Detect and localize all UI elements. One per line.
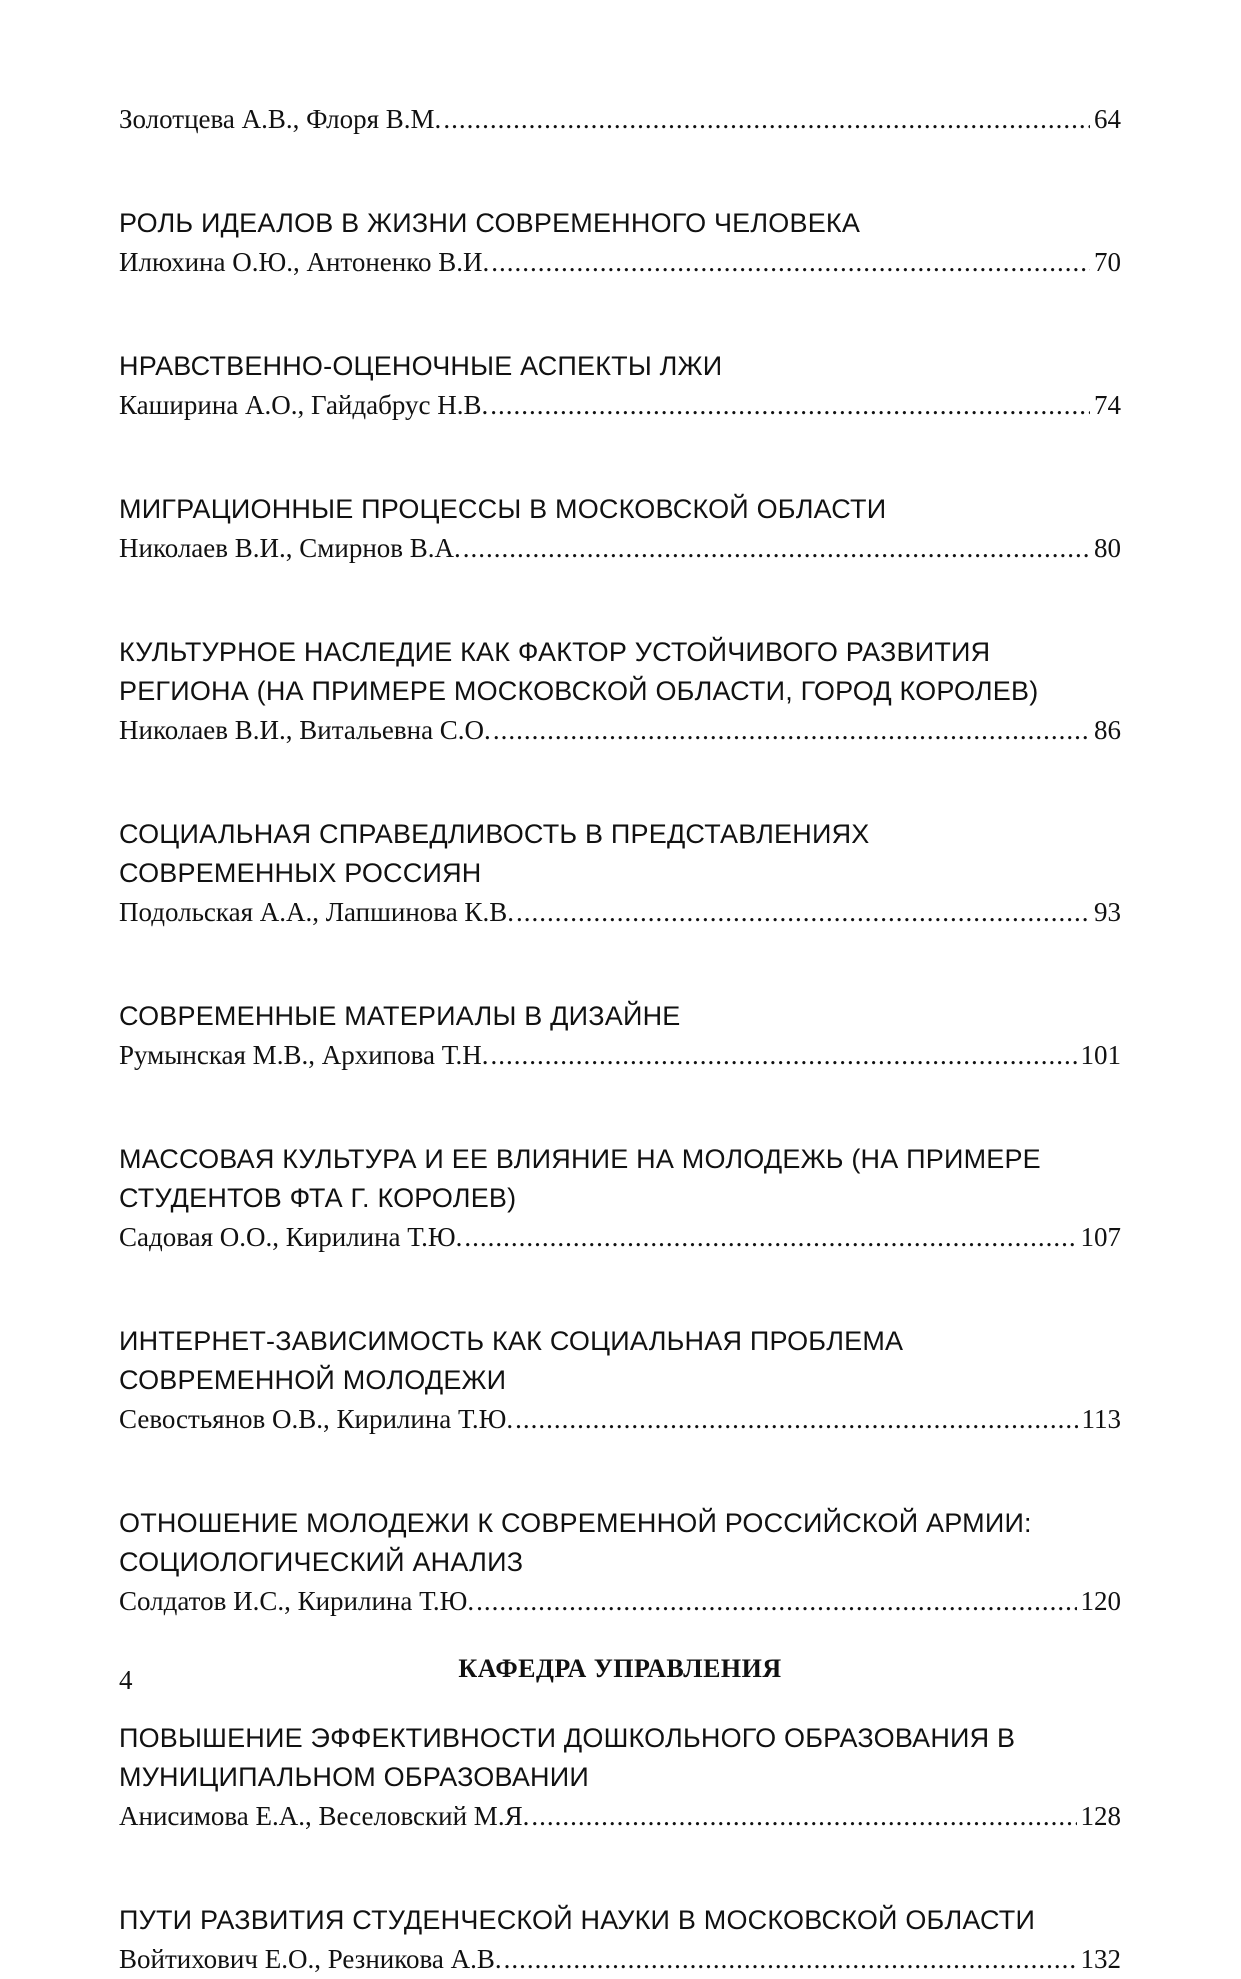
toc-title: МИГРАЦИОННЫЕ ПРОЦЕССЫ В МОСКОВСКОЙ ОБЛАСТИ (119, 494, 887, 524)
toc-authors-line (119, 243, 1121, 282)
toc-title: РЕГИОНА (НА ПРИМЕРЕ МОСКОВСКОЙ ОБЛАСТИ, ГОРОД КОРОЛЕВ) (119, 676, 1039, 706)
page-number: 4 (119, 1665, 133, 1695)
toc-entry (119, 490, 1121, 568)
toc-authors-line (119, 1797, 1121, 1836)
toc-authors: Николаев В.И., Смирнов В.А. (119, 533, 461, 563)
toc-page-number: 132 (1080, 1944, 1121, 1974)
toc-authors: Золотцева А.В., Флоря В.М. (119, 104, 442, 134)
toc-authors: Илюхина О.Ю., Антоненко В.И. (119, 247, 490, 277)
toc-page-number: 113 (1081, 1404, 1121, 1434)
dot-leader (515, 1400, 1077, 1439)
toc-title: РОЛЬ ИДЕАЛОВ В ЖИЗНИ СОВРЕМЕННОГО ЧЕЛОВЕКА (119, 208, 861, 238)
dot-leader (504, 1940, 1077, 1979)
toc-page-number: 93 (1094, 897, 1121, 927)
toc-entry (119, 1504, 1121, 1621)
dot-leader (490, 386, 1090, 425)
toc-title: МУНИЦИПАЛЬНОМ ОБРАЗОВАНИИ (119, 1762, 589, 1792)
toc-authors-line (119, 1036, 1121, 1075)
toc-page-number: 74 (1094, 390, 1121, 420)
toc-authors: Анисимова Е.А., Веселовский М.Я. (119, 1801, 530, 1831)
toc-authors: Войтихович Е.О., Резникова А.В. (119, 1944, 502, 1974)
dot-leader (493, 711, 1090, 750)
toc-authors-line (119, 711, 1121, 750)
toc-authors-line (119, 893, 1121, 932)
toc-authors: Подольская А.А., Лапшинова К.В. (119, 897, 514, 927)
toc-authors: Николаев В.И., Витальевна С.О. (119, 715, 491, 745)
toc-authors-line (119, 1218, 1121, 1257)
toc-page-number: 70 (1094, 247, 1121, 277)
dot-leader (463, 529, 1090, 568)
toc-authors-line (119, 1582, 1121, 1621)
toc-page-number: 128 (1080, 1801, 1121, 1831)
toc-authors: Солдатов И.С., Кирилина Т.Ю. (119, 1586, 475, 1616)
dot-leader (476, 1582, 1076, 1621)
toc-entry (119, 1140, 1121, 1257)
toc-title: СТУДЕНТОВ ФТА Г. КОРОЛЕВ) (119, 1183, 517, 1213)
toc-authors-line (119, 529, 1121, 568)
toc-title: СОЦИАЛЬНАЯ СПРАВЕДЛИВОСТЬ В ПРЕДСТАВЛЕНИЯХ (119, 819, 870, 849)
toc-authors-line (119, 386, 1121, 425)
toc-page-number: 107 (1080, 1222, 1121, 1252)
toc-authors-line (119, 1940, 1121, 1979)
toc-authors: Румынская М.В., Архипова Т.Н. (119, 1040, 489, 1070)
section-heading: КАФЕДРА УПРАВЛЕНИЯ (458, 1654, 782, 1683)
toc-title: СОВРЕМЕННЫХ РОССИЯН (119, 858, 482, 888)
toc-title: НРАВСТВЕННО-ОЦЕНОЧНЫЕ АСПЕКТЫ ЛЖИ (119, 351, 723, 381)
toc-entry (119, 1901, 1121, 1979)
toc-entry (119, 100, 1121, 139)
toc-page-number: 86 (1094, 715, 1121, 745)
dot-leader (491, 243, 1090, 282)
toc-page-number: 120 (1080, 1586, 1121, 1616)
dot-leader (491, 1036, 1077, 1075)
dot-leader (443, 100, 1090, 139)
toc-authors: Садовая О.О., Кирилина Т.Ю. (119, 1222, 463, 1252)
toc-title: ИНТЕРНЕТ-ЗАВИСИМОСТЬ КАК СОЦИАЛЬНАЯ ПРОБЛЕМА (119, 1326, 904, 1356)
toc-title: ПУТИ РАЗВИТИЯ СТУДЕНЧЕСКОЙ НАУКИ В МОСКОВСКОЙ ОБЛАСТИ (119, 1905, 1036, 1935)
toc-title: СОВРЕМЕННОЙ МОЛОДЕЖИ (119, 1365, 507, 1395)
toc-entry (119, 204, 1121, 282)
toc-title: МАССОВАЯ КУЛЬТУРА И ЕЕ ВЛИЯНИЕ НА МОЛОДЕЖЬ (НА ПРИМЕРЕ (119, 1144, 1041, 1174)
toc-entry (119, 633, 1121, 750)
toc-title: ОТНОШЕНИЕ МОЛОДЕЖИ К СОВРЕМЕННОЙ РОССИЙСКОЙ АРМИИ: (119, 1508, 1032, 1538)
dot-leader (531, 1797, 1076, 1836)
dot-leader (464, 1218, 1076, 1257)
toc-entry (119, 997, 1121, 1075)
toc-authors-line (119, 100, 1121, 139)
toc-title: СОЦИОЛОГИЧЕСКИЙ АНАЛИЗ (119, 1547, 524, 1577)
dot-leader (516, 893, 1090, 932)
toc-title: КУЛЬТУРНОЕ НАСЛЕДИЕ КАК ФАКТОР УСТОЙЧИВОГО РАЗВИТИЯ (119, 637, 991, 667)
toc-title: ПОВЫШЕНИЕ ЭФФЕКТИВНОСТИ ДОШКОЛЬНОГО ОБРАЗОВАНИЯ В (119, 1723, 1016, 1753)
toc-entry (119, 1719, 1121, 1836)
toc-authors: Севостьянов О.В., Кирилина Т.Ю. (119, 1404, 514, 1434)
toc-entry (119, 815, 1121, 932)
toc-authors: Каширина А.О., Гайдабрус Н.В. (119, 390, 489, 420)
toc-page-number: 80 (1094, 533, 1121, 563)
toc-title: СОВРЕМЕННЫЕ МАТЕРИАЛЫ В ДИЗАЙНЕ (119, 1001, 681, 1031)
toc-page-number: 64 (1094, 104, 1121, 134)
toc-entry (119, 347, 1121, 425)
toc-entry (119, 1322, 1121, 1439)
toc-authors-line (119, 1400, 1121, 1439)
toc-page-number: 101 (1080, 1040, 1121, 1070)
table-of-contents (119, 100, 1121, 1979)
